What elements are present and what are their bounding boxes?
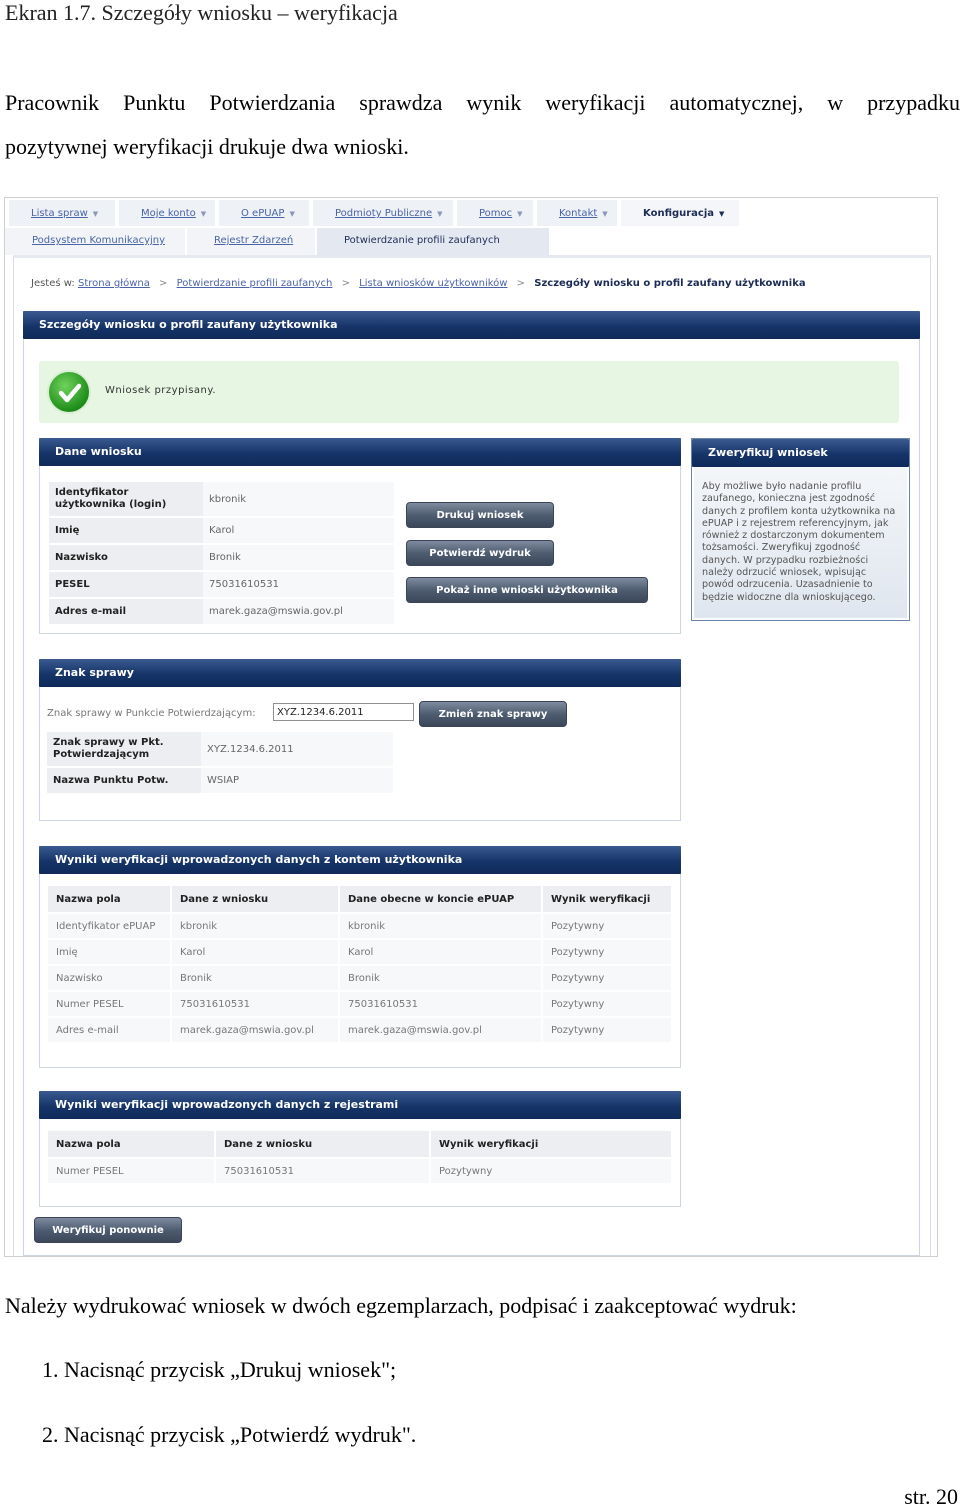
main-header: Szczegóły wniosku o profil zaufany użytkownika [23, 311, 920, 339]
intro-word: Potwierdzania [209, 90, 336, 115]
nav-tab-configuration[interactable] [621, 200, 741, 226]
field-label: Identyfikator użytkownika (login) [49, 482, 203, 518]
table-cell: 75031610531 [216, 1159, 431, 1185]
chevron-down-icon: ▼ [517, 210, 523, 218]
table-cell: Pozytywny [431, 1159, 673, 1185]
field-label: Nazwisko [49, 545, 203, 572]
table-cell: Bronik [340, 966, 543, 992]
table-cell: Adres e-mail [48, 1018, 172, 1044]
instruction-step-1: 1. Nacisnąć przycisk „Drukuj wniosek"; [42, 1357, 397, 1382]
case-number-header: Znak sprawy [39, 659, 681, 687]
breadcrumb-prefix: Jesteś w: [31, 278, 75, 289]
application-data-table [49, 482, 394, 626]
table-row [48, 992, 673, 1018]
intro-word: przypadku [867, 90, 960, 115]
field-value: Bronik [203, 545, 394, 572]
field-label: Adres e-mail [49, 599, 203, 626]
table-cell: Identyfikator ePUAP [48, 914, 172, 940]
table-cell: Pozytywny [543, 914, 673, 940]
breadcrumb-current: Szczegóły wniosku o profil zaufany użytkownika [534, 278, 806, 289]
subnav-event-registry[interactable]: Rejestr Zdarzeń [187, 228, 315, 255]
table-cell: 75031610531 [172, 992, 340, 1018]
case-number-input-label: Znak sprawy w Punkcie Potwierdzającym: [47, 708, 256, 719]
field-label: Nazwa Punktu Potw. [47, 768, 201, 795]
table-row [48, 966, 673, 992]
table-row [48, 1018, 673, 1044]
column-header: Dane z wniosku [216, 1131, 431, 1159]
nav-tab-contact[interactable] [537, 200, 619, 226]
application-data-header: Dane wniosku [39, 438, 681, 466]
registry-verification-header: Wyniki weryfikacji wprowadzonych danych z rejestrami [39, 1091, 681, 1119]
column-header: Dane z wniosku [172, 886, 340, 914]
column-header: Nazwa pola [48, 1131, 216, 1159]
chevron-down-icon: ▼ [92, 210, 99, 218]
table-cell: Karol [172, 940, 340, 966]
reverify-button[interactable]: Weryfikuj ponownie [34, 1217, 182, 1243]
nav-tab-help[interactable] [457, 200, 535, 226]
field-value: kbronik [203, 482, 394, 518]
table-row [49, 599, 394, 626]
page-number: str. 20 [904, 1484, 958, 1509]
table-row [49, 518, 394, 545]
table-cell: Pozytywny [543, 1018, 673, 1044]
nav-tab-my-account[interactable] [119, 200, 217, 226]
field-value: Karol [203, 518, 394, 545]
table-cell: Numer PESEL [48, 1159, 216, 1185]
field-value: WSIAP [201, 768, 393, 795]
column-header: Wynik weryfikacji [543, 886, 673, 914]
subnav-communication-subsystem[interactable]: Podsystem Komunikacyjny [5, 228, 185, 255]
column-header: Wynik weryfikacji [431, 1131, 673, 1159]
table-row [47, 768, 393, 795]
breadcrumb-separator: > [341, 278, 350, 289]
table-row [49, 482, 394, 518]
table-cell: Pozytywny [543, 992, 673, 1018]
nav-tab-label: O ePUAP [241, 208, 285, 219]
nav-tab-about-epuap[interactable] [219, 200, 311, 226]
table-cell: marek.gaza@mswia.gov.pl [340, 1018, 543, 1044]
table-cell: Pozytywny [543, 966, 673, 992]
intro-word: wynik [466, 90, 522, 115]
chevron-down-icon: ▼ [437, 210, 443, 218]
column-header: Dane obecne w koncie ePUAP [340, 886, 543, 914]
field-value: marek.gaza@mswia.gov.pl [203, 599, 394, 626]
table-row [49, 572, 394, 599]
chevron-down-icon: ▼ [719, 210, 725, 218]
account-verification-table [48, 886, 673, 1044]
verify-panel [691, 438, 910, 621]
account-verification-header: Wyniki weryfikacji wprowadzonych danych z kontem użytkownika [39, 846, 681, 874]
field-label: Imię [49, 518, 203, 545]
table-cell: Bronik [172, 966, 340, 992]
verify-instructions: Aby możliwe było nadanie profilu zaufanego, konieczna jest zgodność danych z profilem konta użytkownika na ePUAP i z rejestrem referencyjnym, jak również z dostarczonym dokumentem tożsamości. Zweryfikuj zgodność danych. W przypadku rozbieżności należy odrzucić wniosek, wpisując powód odrzucenia. Uzasadnienie to będzie widoczne dla wnioskującego. [694, 467, 907, 618]
checkmark-icon [47, 370, 91, 414]
table-cell: Numer PESEL [48, 992, 172, 1018]
intro-line-2: pozytywnej weryfikacji drukuje dwa wnioski. [5, 134, 409, 159]
field-label: Znak sprawy w Pkt. Potwierdzającym [47, 732, 201, 768]
intro-word: automatycznej, [669, 90, 804, 115]
table-header-row [48, 886, 673, 914]
field-label: PESEL [49, 572, 203, 599]
column-header: Nazwa pola [48, 886, 172, 914]
nav-tab-label: Kontakt [559, 208, 598, 219]
table-cell: Imię [48, 940, 172, 966]
table-cell: marek.gaza@mswia.gov.pl [172, 1018, 340, 1044]
success-message: Wniosek przypisany. [105, 385, 217, 396]
print-application-button[interactable]: Drukuj wniosek [406, 502, 554, 528]
nav-tab-case-list[interactable] [9, 200, 117, 226]
case-number-input[interactable] [273, 703, 414, 721]
table-row [47, 732, 393, 768]
intro-word: sprawdza [359, 90, 443, 115]
nav-tab-label: Moje konto [141, 208, 196, 219]
table-row [48, 1159, 673, 1185]
top-navigation [5, 198, 755, 228]
case-number-table [47, 732, 393, 795]
table-cell: Pozytywny [543, 940, 673, 966]
registry-verification-table [48, 1131, 673, 1185]
field-value: 75031610531 [203, 572, 394, 599]
epuap-screenshot [4, 197, 938, 1257]
sub-navigation [5, 228, 755, 255]
instruction-note: Należy wydrukować wniosek w dwóch egzemplarzach, podpisać i zaakceptować wydruk: [5, 1293, 797, 1318]
intro-line-1 [5, 90, 960, 116]
table-row [48, 914, 673, 940]
intro-word: w [827, 90, 844, 115]
intro-word: Pracownik [5, 90, 100, 115]
verify-header: Zweryfikuj wniosek [692, 439, 909, 467]
field-value: XYZ.1234.6.2011 [201, 732, 393, 768]
nav-tab-label: Konfiguracja [643, 208, 715, 219]
nav-tab-label: Lista spraw [31, 208, 88, 219]
table-row [48, 940, 673, 966]
intro-word: weryfikacji [545, 90, 646, 115]
breadcrumb-separator: > [516, 278, 526, 289]
table-row [49, 545, 394, 572]
chevron-down-icon: ▼ [602, 210, 608, 218]
confirm-printout-button[interactable]: Potwierdź wydruk [406, 540, 554, 566]
breadcrumb-home[interactable]: Strona główna [77, 278, 150, 289]
table-cell: kbronik [172, 914, 340, 940]
show-other-applications-button[interactable]: Pokaż inne wnioski użytkownika [406, 577, 648, 603]
intro-word: Punktu [123, 90, 186, 115]
breadcrumb [31, 278, 806, 289]
document-caption: Ekran 1.7. Szczegóły wniosku – weryfikacja [5, 0, 398, 25]
chevron-down-icon: ▼ [289, 210, 295, 218]
instruction-step-2: 2. Nacisnąć przycisk „Potwierdź wydruk". [42, 1422, 417, 1447]
nav-tab-label: Pomoc [479, 208, 513, 219]
table-cell: Nazwisko [48, 966, 172, 992]
subnav-trusted-profile-confirmation[interactable]: Potwierdzanie profili zaufanych [317, 228, 549, 255]
change-case-number-button[interactable]: Zmień znak sprawy [419, 701, 567, 727]
nav-tab-public-entities[interactable] [313, 200, 455, 226]
table-cell: Karol [340, 940, 543, 966]
table-header-row [48, 1131, 673, 1159]
breadcrumb-user-applications[interactable]: Lista wniosków użytkowników [359, 278, 508, 289]
success-notice [39, 361, 899, 423]
nav-tab-label: Podmioty Publiczne [335, 208, 433, 219]
table-cell: kbronik [340, 914, 543, 940]
breadcrumb-trusted-profiles[interactable]: Potwierdzanie profili zaufanych [176, 278, 333, 289]
table-cell: 75031610531 [340, 992, 543, 1018]
breadcrumb-separator: > [159, 278, 168, 289]
chevron-down-icon: ▼ [200, 210, 207, 218]
